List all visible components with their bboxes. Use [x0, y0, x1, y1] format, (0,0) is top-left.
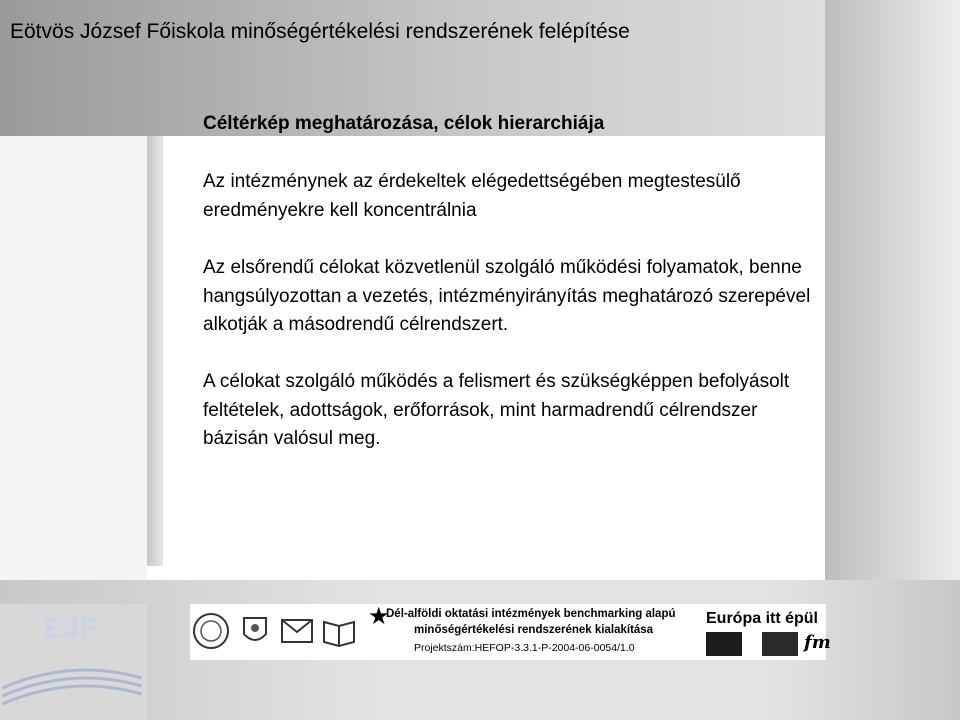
- paragraph-3: A célokat szolgáló működés a felismert és szükségképpen befolyásolt feltételek, adottságok, erőforrások, mint harmadrendű célrendszer bázisán valósul meg.: [203, 371, 790, 449]
- project-id: Projektszám:HEFOP-3.3.1-P-2004-06-0054/1.0: [414, 642, 635, 654]
- star-icon: ★: [368, 603, 390, 630]
- europa-itt-epul-logo: Európa itt épül: [706, 610, 818, 627]
- slide-title: Eötvös József Főiskola minőségértékelési rendszerének felépítése: [10, 20, 630, 43]
- college-logo-swoosh-icon: [2, 648, 142, 710]
- project-banner: [190, 603, 831, 660]
- project-title-line-2: minőségértékelési rendszerének kialakítása: [414, 624, 654, 636]
- fm-logo: fm: [804, 632, 831, 653]
- college-logo-text: EJF: [44, 612, 99, 643]
- paragraph-2: Az elsőrendű célokat közvetlenül szolgáló működési folyamatok, benne hangsúlyozottan a vezetés, intézményirányítás meghatározó szerepével alkotják a másodrendű célrendszert.: [203, 257, 811, 335]
- university-seal-icon: [192, 612, 230, 650]
- europa-terv-badge-icon: [706, 632, 742, 656]
- project-title-line-1: Dél-alföldi oktatási intézmények benchmarking alapú: [386, 608, 676, 620]
- slide-subtitle: Céltérkép meghatározása, célok hierarchiája: [203, 113, 605, 134]
- left-panel: [0, 136, 147, 580]
- crest-logo-icon: [236, 612, 274, 650]
- right-grey-panel: [825, 0, 960, 580]
- eu-flag-icon: [762, 632, 798, 656]
- divider-strip: [147, 136, 163, 566]
- paragraph-1: Az intézménynek az érdekeltek elégedettségében megtestesülő eredményekre kell koncentrálnia: [203, 171, 741, 221]
- book-logo-icon: [320, 612, 358, 650]
- school-logo-icon: [278, 612, 316, 650]
